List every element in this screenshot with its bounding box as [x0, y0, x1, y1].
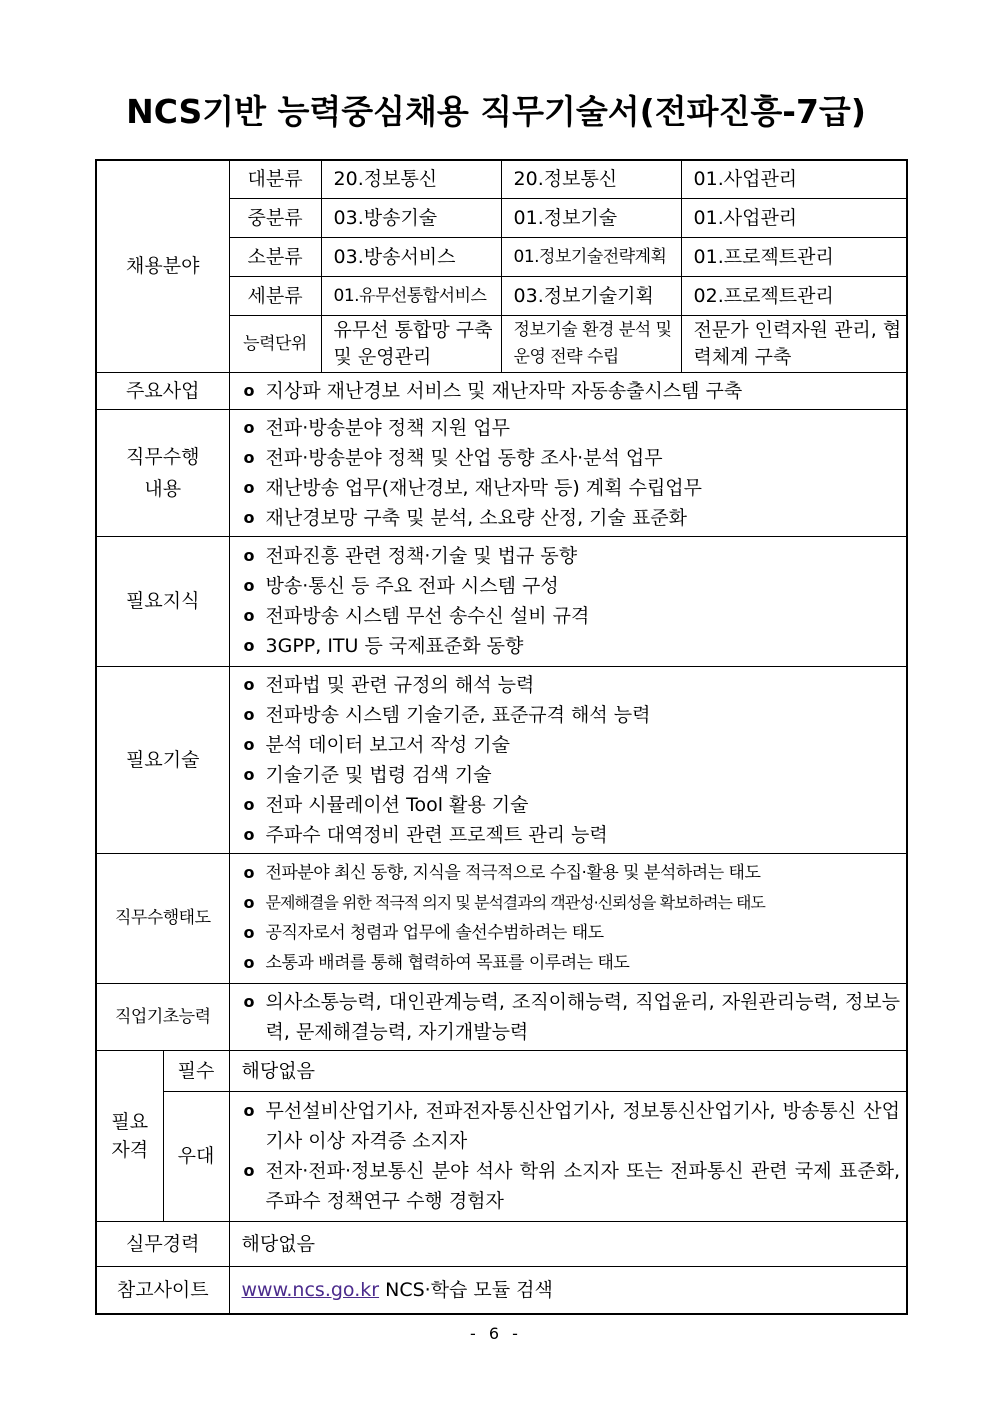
list-item [244, 918, 901, 948]
category-value: 20.정보통신 [501, 160, 681, 198]
bullet: o [243, 477, 255, 497]
category-value: 01.프로젝트관리 [681, 237, 907, 276]
list-item-text: 기술기준 및 법령 검색 기술 [265, 763, 492, 786]
bullet: o [243, 704, 255, 724]
category-value: 전문가 인력자원 관리, 협력체계 구축 [681, 315, 907, 372]
list-item [244, 631, 901, 661]
list-item-text: 전파 시뮬레이션 Tool 활용 기술 [265, 793, 529, 816]
experience-label: 실무경력 [96, 1221, 229, 1266]
list-item [244, 888, 901, 918]
field-label: 채용분야 [96, 160, 229, 372]
list-item [244, 820, 901, 850]
duties-label [96, 409, 229, 536]
list-item [244, 541, 901, 571]
attitude-row [96, 853, 907, 983]
page-number: - 6 - [470, 1324, 522, 1343]
category-value: 01.정보기술전략계획 [501, 237, 681, 276]
list-item-text: 전파진흥 관련 정책·기술 및 법규 동향 [265, 545, 578, 567]
bullet: o [243, 863, 255, 882]
list-item [244, 700, 901, 730]
required-value: 해당없음 [229, 1050, 907, 1091]
required-label: 필수 [163, 1050, 229, 1091]
list-item [244, 443, 901, 473]
category-label: 소분류 [229, 237, 321, 276]
list-item-text: 전파법 및 관련 규정의 해석 능력 [265, 673, 535, 696]
list-item-text: 방송·통신 등 주요 전파 시스템 구성 [265, 575, 559, 597]
list-item-text: 전자·전파·정보통신 분야 석사 학위 소지자 또는 전파통신 관련 국제 표준화, 주파수 정책연구 수행 경험자 [265, 1160, 901, 1212]
list-item-text: 소통과 배려를 통해 협력하여 목표를 이루려는 태도 [265, 953, 630, 973]
bullet: o [243, 764, 255, 784]
list-item [244, 473, 901, 503]
duties-row [96, 409, 907, 536]
reference-row [96, 1266, 907, 1314]
category-value: 01.사업관리 [681, 160, 907, 198]
list-item [244, 413, 901, 443]
basic-ability-label: 직업기초능력 [96, 983, 229, 1050]
list-item [244, 1156, 901, 1216]
reference-text: NCS·학습 모듈 검색 [385, 1278, 553, 1301]
list-item-text: 전파분야 최신 동향, 지식을 적극적으로 수집·활용 및 분석하려는 태도 [265, 863, 761, 883]
category-value: 01.유무선통합서비스 [321, 276, 501, 315]
bullet: o [243, 1101, 255, 1120]
list-item [244, 858, 901, 888]
list-item [244, 1096, 901, 1156]
category-value: 01.사업관리 [681, 198, 907, 237]
bullet: o [243, 380, 255, 400]
list-item [244, 670, 901, 700]
bullet: o [243, 794, 255, 814]
list-item-text: 전파방송 시스템 무선 송수신 설비 규격 [265, 605, 590, 627]
main-business-row [96, 372, 907, 409]
skills-list [229, 666, 907, 853]
qualification-required-row [96, 1050, 907, 1091]
list-item-text: 분석 데이터 보고서 작성 기술 [265, 733, 510, 756]
knowledge-list [229, 536, 907, 666]
list-item-text: 공직자로서 청렴과 업무에 솔선수범하려는 태도 [265, 923, 604, 943]
job-description-table [95, 159, 908, 1315]
list-item-text: 전파·방송분야 정책 및 산업 동향 조사·분석 업무 [265, 446, 663, 469]
reference-value [229, 1266, 907, 1314]
attitude-label: 직무수행태도 [96, 853, 229, 983]
preferred-list [229, 1091, 907, 1221]
category-value: 03.방송기술 [321, 198, 501, 237]
bullet: o [243, 824, 255, 844]
category-value: 20.정보통신 [321, 160, 501, 198]
basic-ability-list [229, 983, 907, 1050]
knowledge-row [96, 536, 907, 666]
qualification-preferred-row [96, 1091, 907, 1221]
list-item [244, 948, 901, 978]
category-value: 03.방송서비스 [321, 237, 501, 276]
list-item-text: 재난경보망 구축 및 분석, 소요량 산정, 기술 표준화 [265, 506, 687, 529]
basic-ability-row [96, 983, 907, 1050]
list-item [244, 730, 901, 760]
field-row [96, 160, 907, 198]
list-item [244, 571, 901, 601]
category-value: 03.정보기술기획 [501, 276, 681, 315]
experience-value: 해당없음 [229, 1221, 907, 1266]
attitude-list [229, 853, 907, 983]
bullet: o [243, 576, 255, 595]
bullet: o [243, 546, 255, 565]
bullet: o [243, 734, 255, 754]
category-label: 능력단위 [229, 315, 321, 372]
bullet: o [243, 991, 255, 1011]
list-item-text: 전파방송 시스템 기술기준, 표준규격 해석 능력 [265, 703, 651, 726]
bullet: o [243, 923, 255, 942]
list-item-text: 주파수 대역정비 관련 프로젝트 관리 능력 [265, 823, 608, 846]
duties-label-text: 직무수행 내용 [126, 445, 200, 500]
bullet: o [243, 606, 255, 625]
bullet: o [243, 507, 255, 527]
list-item [244, 601, 901, 631]
ncs-link[interactable]: www.ncs.go.kr [241, 1278, 380, 1301]
list-item-text: 지상파 재난경보 서비스 및 재난자막 자동송출시스템 구축 [265, 379, 743, 402]
list-item-text: 무선설비산업기사, 전파전자통신산업기사, 정보통신산업기사, 방송통신 산업기사 이상 자격증 소지자 [265, 1100, 901, 1152]
bullet: o [243, 953, 255, 972]
page-title: NCS기반 능력중심채용 직무기술서(전파진흥-7급) [126, 92, 866, 131]
reference-label: 참고사이트 [96, 1266, 229, 1314]
list-item [244, 503, 901, 533]
bullet: o [243, 636, 255, 655]
list-item [244, 376, 901, 406]
category-value: 정보기술 환경 분석 및 운영 전략 수립 [501, 315, 681, 372]
list-item-text: 문제해결을 위한 적극적 의지 및 분석결과의 객관성·신뢰성을 확보하려는 태도 [265, 893, 765, 912]
bullet: o [243, 417, 255, 437]
duties-list [229, 409, 907, 536]
skills-row [96, 666, 907, 853]
bullet: o [243, 447, 255, 467]
category-label: 대분류 [229, 160, 321, 198]
knowledge-label: 필요지식 [96, 536, 229, 666]
category-value: 02.프로젝트관리 [681, 276, 907, 315]
category-value: 유무선 통합망 구축 및 운영관리 [321, 315, 501, 372]
qualification-label [96, 1050, 163, 1221]
main-business-list [229, 372, 907, 409]
bullet: o [243, 893, 255, 912]
experience-row [96, 1221, 907, 1266]
category-label: 세분류 [229, 276, 321, 315]
category-label: 중분류 [229, 198, 321, 237]
list-item-text: 3GPP, ITU 등 국제표준화 동향 [265, 635, 524, 657]
list-item-text: 전파·방송분야 정책 지원 업무 [265, 416, 510, 439]
list-item [244, 790, 901, 820]
qualification-label-text: 필요 자격 [111, 1110, 149, 1161]
category-value: 01.정보기술 [501, 198, 681, 237]
list-item-text: 의사소통능력, 대인관계능력, 조직이해능력, 직업윤리, 자원관리능력, 정보능력, 문제해결능력, 자기개발능력 [265, 990, 901, 1043]
list-item [244, 760, 901, 790]
main-business-label: 주요사업 [96, 372, 229, 409]
bullet: o [243, 1161, 255, 1180]
list-item [244, 987, 901, 1047]
bullet: o [243, 674, 255, 694]
preferred-label: 우대 [163, 1091, 229, 1221]
list-item-text: 재난방송 업무(재난경보, 재난자막 등) 계획 수립업무 [265, 476, 703, 499]
skills-label: 필요기술 [96, 666, 229, 853]
